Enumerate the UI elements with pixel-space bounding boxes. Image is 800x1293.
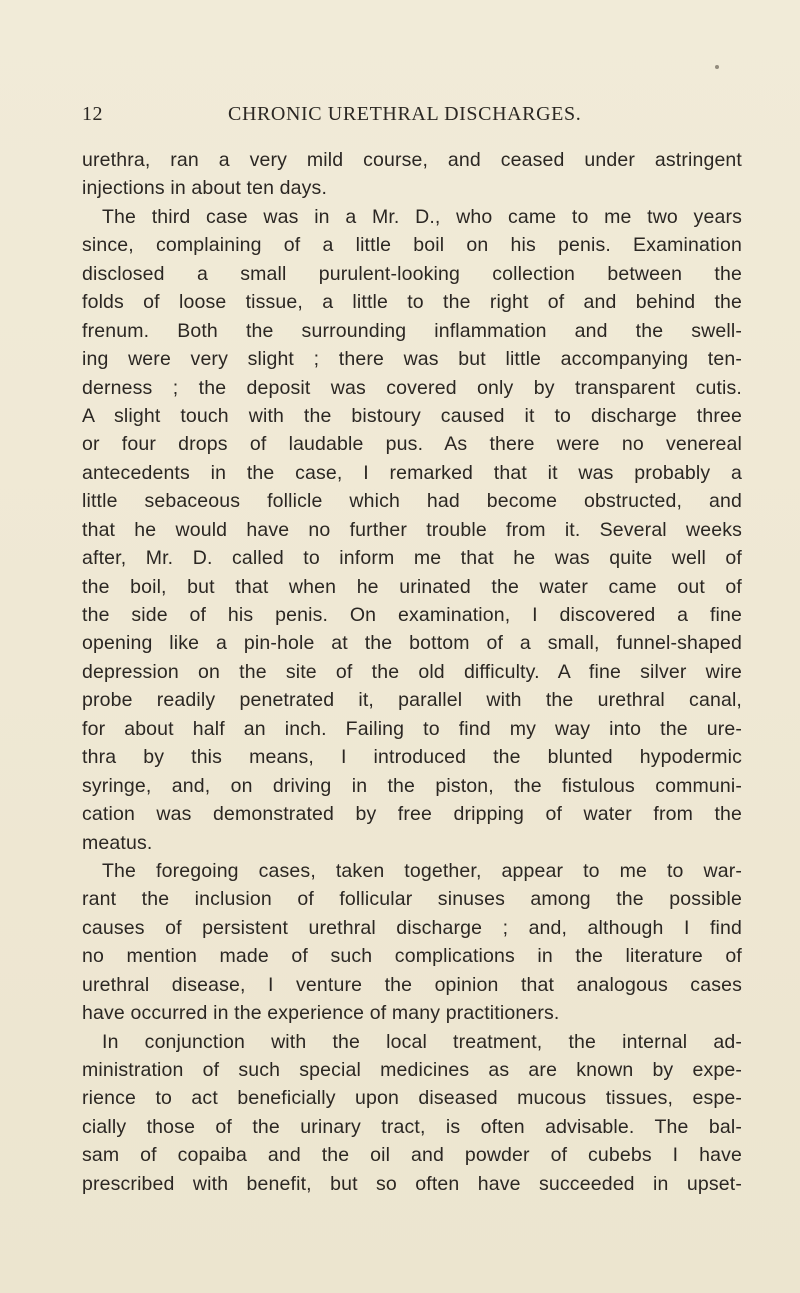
text-line: have occurred in the experience of many practitioners. bbox=[82, 1002, 560, 1025]
text-line: causes of persistent urethral discharge ; and, although I find bbox=[82, 916, 742, 939]
body-text bbox=[82, 146, 742, 1198]
text-line: cation was demonstrated by free dripping of water from the bbox=[82, 803, 742, 826]
text-line: rant the inclusion of follicular sinuses among the possible bbox=[82, 888, 742, 911]
text-line: The foregoing cases, taken together, appear to me to war- bbox=[102, 859, 742, 882]
text-line: thra by this means, I introduced the blunted hypodermic bbox=[82, 746, 742, 769]
text-line: probe readily penetrated it, parallel with the urethral canal, bbox=[82, 689, 742, 712]
text-line: or four drops of laudable pus. As there were no venereal bbox=[82, 433, 742, 456]
text-line: the side of his penis. On examination, I discovered a fine bbox=[82, 604, 742, 626]
text-line: ing were very slight ; there was but little accompanying ten- bbox=[82, 348, 742, 371]
page-number: 12 bbox=[82, 103, 103, 125]
text-line: cially those of the urinary tract, is often advisable. The bal- bbox=[82, 1115, 742, 1138]
text-line: The third case was in a Mr. D., who came to me two years bbox=[102, 205, 742, 228]
text-line: no mention made of such complications in the literature of bbox=[82, 945, 742, 968]
text-line: for about half an inch. Failing to find my way into the ure- bbox=[82, 717, 742, 740]
text-line: prescribed with benefit, but so often have succeeded in upset- bbox=[82, 1172, 742, 1195]
text-line: that he would have no further trouble from it. Several weeks bbox=[82, 518, 742, 541]
text-line: rience to act beneficially upon diseased mucous tissues, espe- bbox=[82, 1087, 742, 1110]
text-line: depression on the site of the old difficulty. A fine silver wire bbox=[82, 660, 742, 683]
text-line: urethral disease, I venture the opinion that analogous cases bbox=[82, 973, 742, 996]
text-line: disclosed a small purulent-looking collection between the bbox=[82, 262, 742, 285]
text-line: frenum. Both the surrounding inflammation and the swell- bbox=[82, 319, 742, 342]
text-line: A slight touch with the bistoury caused it to discharge three bbox=[82, 404, 742, 427]
text-line: injections in about ten days. bbox=[82, 177, 328, 200]
text-line: antecedents in the case, I remarked that it was probably a bbox=[82, 461, 742, 484]
text-line: sam of copaiba and the oil and powder of cubebs I have bbox=[82, 1144, 742, 1167]
text-line: little sebaceous follicle which had become obstructed, and bbox=[82, 490, 742, 513]
text-line: the boil, but that when he urinated the water came out of bbox=[82, 575, 742, 598]
text-line: after, Mr. D. called to inform me that he was quite well of bbox=[82, 547, 742, 570]
text-line: ministration of such special medicines as are known by expe- bbox=[82, 1059, 742, 1081]
text-line: In conjunction with the local treatment, the internal ad- bbox=[102, 1030, 742, 1053]
text-line: derness ; the deposit was covered only by transparent cutis. bbox=[82, 376, 742, 399]
text-line: folds of loose tissue, a little to the right of and behind the bbox=[82, 291, 742, 314]
text-line: meatus. bbox=[82, 831, 153, 854]
page-header bbox=[82, 103, 727, 133]
text-line: syringe, and, on driving in the piston, the fistulous communi- bbox=[82, 774, 742, 797]
running-head: CHRONIC URETHRAL DISCHARGES. bbox=[228, 103, 582, 125]
page-speck bbox=[715, 65, 719, 69]
text-line: opening like a pin-hole at the bottom of a small, funnel-shaped bbox=[82, 632, 742, 655]
text-line: urethra, ran a very mild course, and ceased under astringent bbox=[82, 149, 742, 171]
text-line: since, complaining of a little boil on his penis. Examination bbox=[82, 234, 742, 257]
